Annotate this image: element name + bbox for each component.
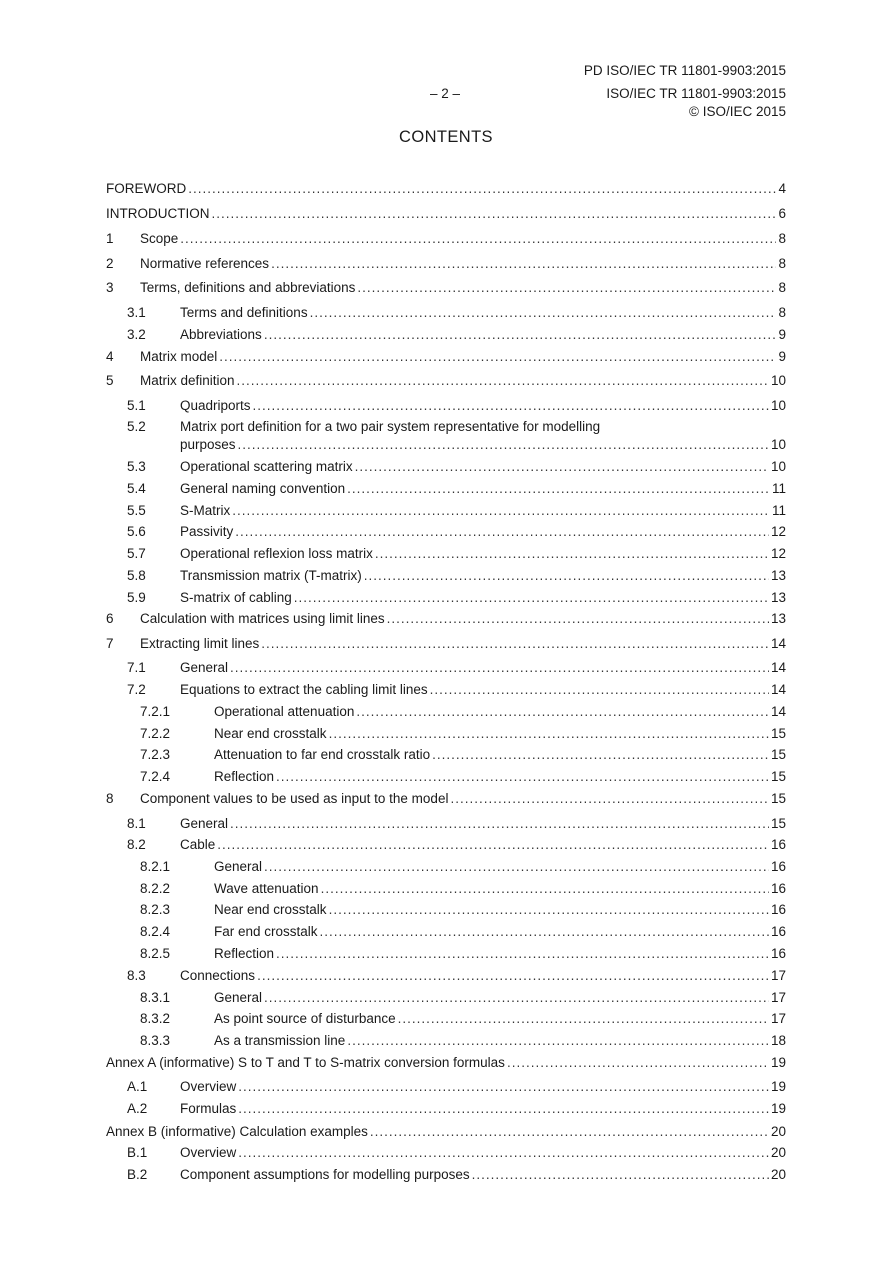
toc-entry[interactable] — [106, 228, 786, 246]
toc-entry-page: 16 — [770, 902, 786, 917]
toc-entry-title: Overview — [180, 1079, 237, 1094]
toc-entry-leader — [219, 349, 776, 364]
toc-entry-page: 17 — [770, 1011, 786, 1026]
toc-entry-number: 5.3 — [127, 459, 146, 474]
toc-entry[interactable] — [106, 178, 786, 196]
toc-entry-title: FOREWORD — [106, 181, 187, 196]
toc-entry-number: 8.2.2 — [140, 881, 171, 896]
toc-entry-number: B.1 — [127, 1145, 148, 1160]
toc-entry-title: Annex A (informative) S to T and T to S-matrix conversion formulas — [106, 1055, 505, 1070]
toc-entry-leader — [329, 726, 769, 741]
toc-entry[interactable] — [106, 788, 786, 806]
toc-entry-leader — [238, 1079, 769, 1094]
toc-entry-page: 8 — [778, 305, 786, 320]
toc-entry-number: 7.2.1 — [140, 704, 171, 719]
toc-entry[interactable] — [106, 500, 786, 518]
toc-entry-title: Transmission matrix (T-matrix) — [180, 568, 362, 583]
toc-entry-page: 17 — [770, 990, 786, 1005]
toc-entry[interactable] — [106, 1008, 786, 1026]
toc-entry-page: 19 — [770, 1101, 786, 1116]
toc-entry-page: 8 — [778, 256, 786, 271]
toc-entry[interactable] — [106, 856, 786, 874]
toc-entry-leader — [356, 704, 769, 719]
copyright: © ISO/IEC 2015 — [689, 104, 786, 119]
toc-entry-leader — [238, 1101, 769, 1116]
toc-entry-title: Calculation with matrices using limit lines — [140, 611, 385, 626]
toc-entry-leader — [212, 206, 777, 221]
toc-entry-leader — [375, 546, 769, 561]
toc-entry-leader — [230, 816, 769, 831]
toc-entry-number: 7.2.2 — [140, 726, 171, 741]
toc-entry-title: Matrix definition — [140, 373, 235, 388]
toc-entry-title: S-matrix of cabling — [180, 590, 292, 605]
toc-entry-title: Cable — [180, 837, 216, 852]
toc-entry-page: 9 — [778, 349, 786, 364]
toc-entry-leader — [180, 231, 776, 246]
toc-entry-number: A.2 — [127, 1101, 148, 1116]
toc-entry[interactable] — [106, 965, 786, 983]
toc-entry-title: INTRODUCTION — [106, 206, 210, 221]
toc-entry-number: 5.7 — [127, 546, 146, 561]
toc-entry-number: 1 — [106, 231, 114, 246]
toc-entry-number: 7.2.4 — [140, 769, 171, 784]
toc-entry[interactable] — [106, 1076, 786, 1094]
toc-entry-page: 15 — [770, 726, 786, 741]
toc-entry-number: B.2 — [127, 1167, 148, 1182]
toc-entry-leader — [188, 181, 776, 196]
page-number: – 2 – — [430, 86, 461, 101]
toc-entry-leader — [261, 636, 769, 651]
toc-entry-title: As a transmission line — [214, 1033, 346, 1048]
toc-entry[interactable] — [106, 1164, 786, 1182]
toc-entry-leader — [264, 990, 769, 1005]
toc-entry[interactable] — [106, 1098, 786, 1116]
toc-entry[interactable] — [106, 565, 786, 583]
toc-entry-title: As point source of disturbance — [214, 1011, 396, 1026]
toc-entry-leader — [257, 968, 769, 983]
toc-entry-page: 15 — [770, 816, 786, 831]
toc-entry-page: 16 — [770, 881, 786, 896]
toc-entry-leader — [321, 881, 769, 896]
toc-entry-page: 16 — [770, 924, 786, 939]
toc-entry-number: 7.2 — [127, 682, 146, 697]
toc-entry-number: 5.2 — [127, 419, 146, 434]
toc-entry[interactable] — [106, 766, 786, 784]
toc-entry-title: Far end crosstalk — [214, 924, 318, 939]
toc-entry-leader — [238, 1145, 769, 1160]
toc-entry-title: Formulas — [180, 1101, 237, 1116]
toc-entry-title: Operational scattering matrix — [180, 459, 353, 474]
toc-entry[interactable] — [106, 346, 786, 364]
toc-entry-number: 8.3.2 — [140, 1011, 171, 1026]
toc-entry-title: General — [214, 859, 263, 874]
toc-entry[interactable] — [106, 921, 786, 939]
toc-entry-title: Annex B (informative) Calculation examples — [106, 1124, 368, 1139]
toc-entry-page: 13 — [770, 590, 786, 605]
toc-entry-page: 20 — [770, 1124, 786, 1139]
toc-entry[interactable] — [106, 1142, 786, 1160]
toc-entry-leader — [230, 660, 769, 675]
toc-entry-number: A.1 — [127, 1079, 148, 1094]
toc-entry-page: 14 — [770, 704, 786, 719]
toc-entry[interactable] — [106, 277, 786, 295]
toc-entry[interactable] — [106, 608, 786, 626]
toc-entry-leader — [357, 280, 776, 295]
toc-entry[interactable] — [106, 834, 786, 852]
toc-entry-number: 7 — [106, 636, 114, 651]
toc-entry-number: 5.5 — [127, 503, 146, 518]
toc-entry-page: 12 — [770, 546, 786, 561]
toc-entry-title: Reflection — [214, 946, 275, 961]
toc-entry-leader — [398, 1011, 769, 1026]
toc-entry-leader — [364, 568, 769, 583]
toc-entry[interactable] — [106, 1121, 786, 1139]
toc-entry-title: Operational attenuation — [214, 704, 355, 719]
toc-entry-title: Abbreviations — [180, 327, 262, 342]
toc-entry-title: Equations to extract the cabling limit lines — [180, 682, 428, 697]
toc-entry-title: Attenuation to far end crosstalk ratio — [214, 747, 431, 762]
toc-entry-number: 5 — [106, 373, 114, 388]
toc-entry-number: 8.2 — [127, 837, 146, 852]
toc-entry-leader — [347, 481, 770, 496]
toc-entry[interactable] — [106, 679, 786, 697]
toc-entry-page: 13 — [770, 611, 786, 626]
toc-entry[interactable] — [106, 302, 786, 320]
toc-entry-title: Terms, definitions and abbreviations — [140, 280, 356, 295]
toc-entry-number: 8 — [106, 791, 114, 806]
toc-entry-title: Operational reflexion loss matrix — [180, 546, 373, 561]
toc-entry-leader — [238, 437, 769, 452]
toc-entry[interactable] — [106, 657, 786, 675]
toc-entry[interactable] — [106, 253, 786, 271]
toc-entry-page: 16 — [770, 946, 786, 961]
toc-entry[interactable] — [106, 1030, 786, 1048]
toc-entry-page: 16 — [770, 859, 786, 874]
toc-entry-leader — [235, 524, 769, 539]
toc-entry-number: 7.2.3 — [140, 747, 171, 762]
toc-entry[interactable] — [106, 987, 786, 1005]
toc-entry-leader — [264, 859, 769, 874]
toc-entry-page: 14 — [770, 682, 786, 697]
toc-entry[interactable] — [106, 203, 786, 221]
toc-entry-title: Scope — [140, 231, 179, 246]
toc-entry[interactable] — [106, 744, 786, 762]
toc-entry[interactable] — [106, 416, 786, 452]
toc-entry-title: Component assumptions for modelling purposes — [180, 1167, 470, 1182]
toc-entry-title: Terms and definitions — [180, 305, 308, 320]
toc-entry-number: 3 — [106, 280, 114, 295]
toc-entry-page: 11 — [771, 481, 786, 496]
toc-entry-number: 7.1 — [127, 660, 146, 675]
toc-entry-leader — [472, 1167, 769, 1182]
toc-entry-number: 8.2.3 — [140, 902, 171, 917]
toc-entry-title: General — [180, 660, 229, 675]
toc-entry[interactable] — [106, 370, 786, 388]
toc-entry-title: Near end crosstalk — [214, 726, 327, 741]
toc-entry-title: General — [180, 816, 229, 831]
toc-entry-page: 19 — [770, 1079, 786, 1094]
toc-entry[interactable] — [106, 478, 786, 496]
toc-entry-title: General naming convention — [180, 481, 346, 496]
toc-entry-number: 5.8 — [127, 568, 146, 583]
toc-entry[interactable] — [106, 324, 786, 342]
toc-entry-title: Component values to be used as input to the model — [140, 791, 449, 806]
toc-entry-number: 5.4 — [127, 481, 146, 496]
toc-entry-page: 8 — [778, 280, 786, 295]
toc-entry-number: 8.3.1 — [140, 990, 171, 1005]
toc-entry-title: Normative references — [140, 256, 270, 271]
standard-id: ISO/IEC TR 11801-9903:2015 — [606, 86, 786, 101]
toc-entry[interactable] — [106, 633, 786, 651]
toc-entry-number: 5.9 — [127, 590, 146, 605]
toc-entry[interactable] — [106, 395, 786, 413]
toc-entry-leader — [347, 1033, 769, 1048]
toc-entry-page: 9 — [778, 327, 786, 342]
toc-entry-number: 8.2.4 — [140, 924, 171, 939]
doc-id: PD ISO/IEC TR 11801-9903:2015 — [583, 63, 786, 78]
toc-entry-leader — [294, 590, 769, 605]
toc-entry-leader — [355, 459, 769, 474]
toc-entry-page: 19 — [770, 1055, 786, 1070]
toc-entry-title: Near end crosstalk — [214, 902, 327, 917]
toc-entry-number: 8.1 — [127, 816, 146, 831]
toc-entry[interactable] — [106, 723, 786, 741]
toc-entry[interactable] — [106, 456, 786, 474]
toc-entry-leader — [253, 398, 769, 413]
toc-entry[interactable] — [106, 813, 786, 831]
toc-entry-page: 18 — [770, 1033, 786, 1048]
toc-entry-page: 10 — [770, 437, 786, 452]
toc-entry-title: Overview — [180, 1145, 237, 1160]
toc-entry-page: 4 — [778, 181, 786, 196]
toc-entry-page: 12 — [770, 524, 786, 539]
toc-entry-number: 2 — [106, 256, 114, 271]
toc-entry-number: 8.2.5 — [140, 946, 171, 961]
toc-entry-title-line1: Matrix port definition for a two pair system representative for modelling — [180, 419, 601, 434]
toc-entry-title: Quadriports — [180, 398, 251, 413]
toc-entry-title: Connections — [180, 968, 256, 983]
toc-entry-page: 15 — [770, 747, 786, 762]
toc-entry[interactable] — [106, 1052, 786, 1070]
toc-entry-page: 15 — [770, 769, 786, 784]
toc-entry[interactable] — [106, 521, 786, 539]
toc-entry-number: 5.6 — [127, 524, 146, 539]
toc-entry-title: purposes — [180, 437, 236, 452]
toc-entry-leader — [310, 305, 777, 320]
toc-entry-leader — [237, 373, 769, 388]
toc-entry-title: S-Matrix — [180, 503, 231, 518]
toc-entry[interactable] — [106, 587, 786, 605]
toc-entry-number: 8.2.1 — [140, 859, 171, 874]
toc-entry-page: 17 — [770, 968, 786, 983]
toc-entry-number: 4 — [106, 349, 114, 364]
toc-entry-leader — [320, 924, 769, 939]
toc-entry-page: 20 — [770, 1145, 786, 1160]
toc-entry-page: 14 — [770, 636, 786, 651]
toc-entry-page: 16 — [770, 837, 786, 852]
toc-entry-title: Matrix model — [140, 349, 218, 364]
toc-entry-number: 8.3.3 — [140, 1033, 171, 1048]
toc-entry-page: 14 — [770, 660, 786, 675]
toc-entry[interactable] — [106, 943, 786, 961]
contents-title: CONTENTS — [399, 128, 493, 146]
toc-entry-title: Extracting limit lines — [140, 636, 260, 651]
toc-entry-leader — [387, 611, 769, 626]
toc-entry-page: 10 — [770, 373, 786, 388]
toc-entry[interactable] — [106, 899, 786, 917]
toc-entry-title: Reflection — [214, 769, 275, 784]
toc-entry-leader — [329, 902, 769, 917]
toc-entry-page: 11 — [771, 503, 786, 518]
toc-entry-number: 5.1 — [127, 398, 146, 413]
toc-entry-page: 20 — [770, 1167, 786, 1182]
toc-entry-leader — [276, 769, 769, 784]
toc-entry-title: Wave attenuation — [214, 881, 319, 896]
toc-entry-number: 3.2 — [127, 327, 146, 342]
toc-entry-leader — [217, 837, 769, 852]
toc-entry-number: 6 — [106, 611, 114, 626]
toc-entry-leader — [370, 1124, 769, 1139]
toc-entry-title: General — [214, 990, 263, 1005]
toc-entry-leader — [507, 1055, 769, 1070]
toc-entry-leader — [232, 503, 770, 518]
toc-entry-leader — [264, 327, 777, 342]
toc-entry[interactable] — [106, 878, 786, 896]
toc-entry-page: 15 — [770, 791, 786, 806]
toc-entry-page: 13 — [770, 568, 786, 583]
toc-entry-leader — [271, 256, 776, 271]
toc-entry[interactable] — [106, 701, 786, 719]
toc-entry-page: 10 — [770, 398, 786, 413]
toc-entry-title: Passivity — [180, 524, 234, 539]
toc-entry-page: 8 — [778, 231, 786, 246]
toc-entry-leader — [450, 791, 769, 806]
toc-entry[interactable] — [106, 543, 786, 561]
toc-entry-leader — [430, 682, 769, 697]
toc-entry-page: 6 — [778, 206, 786, 221]
toc-entry-page: 10 — [770, 459, 786, 474]
toc-entry-leader — [276, 946, 769, 961]
toc-entry-leader — [432, 747, 769, 762]
toc-entry-number: 3.1 — [127, 305, 146, 320]
toc-entry-number: 8.3 — [127, 968, 146, 983]
